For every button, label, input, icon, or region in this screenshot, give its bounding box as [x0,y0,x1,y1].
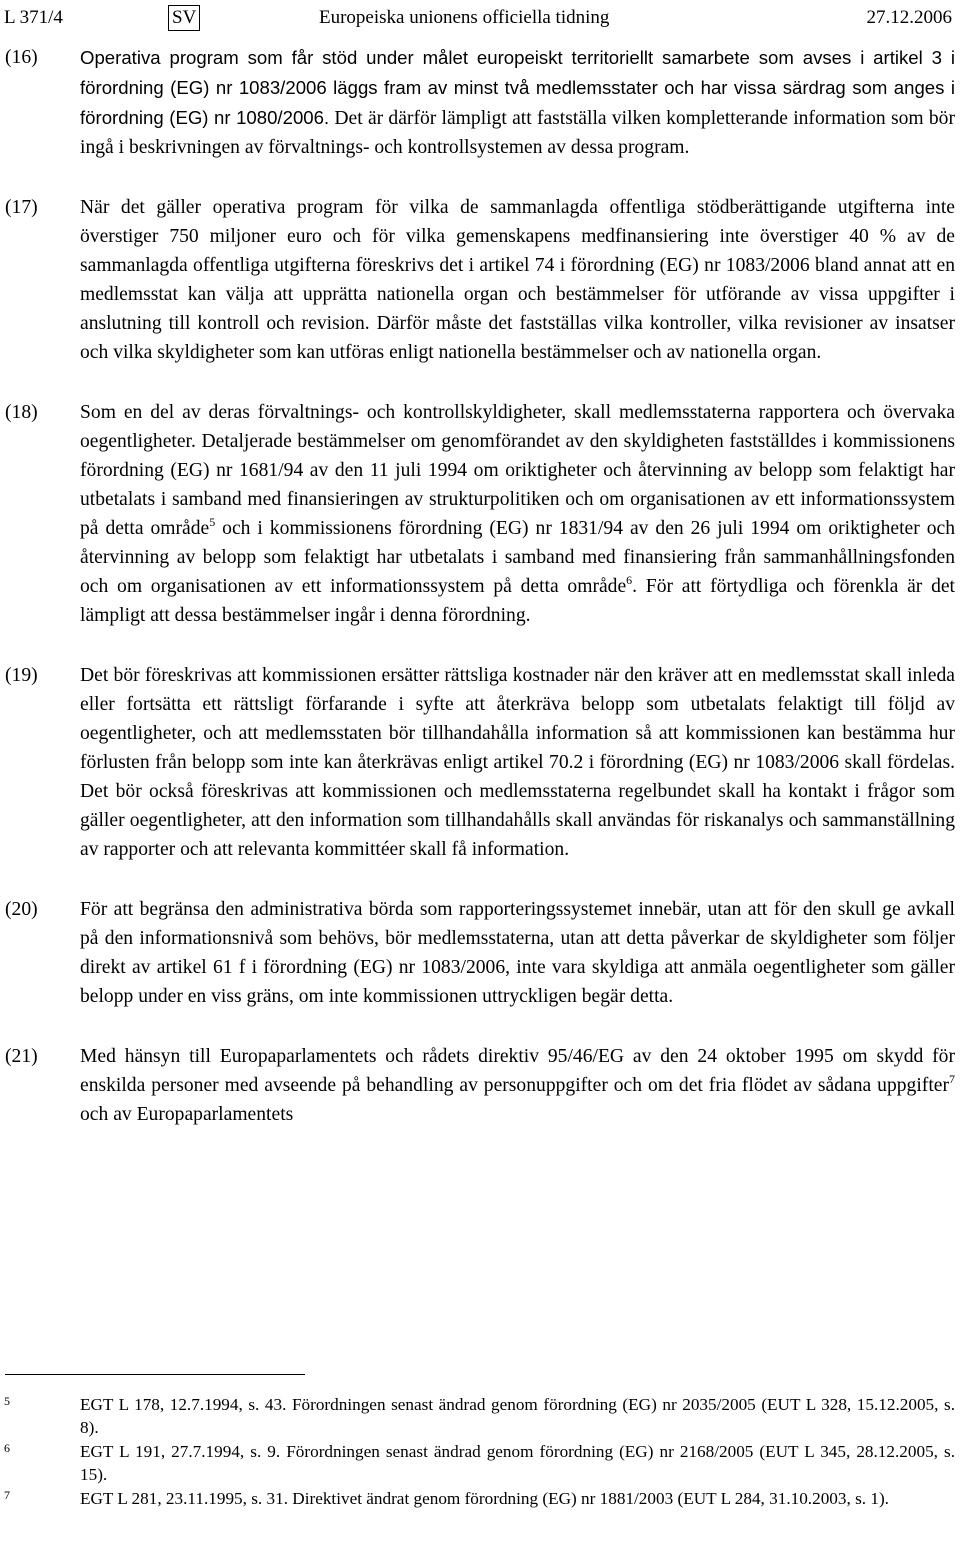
recital-number: (17) [5,197,38,218]
recital-17 [0,193,960,367]
recital-text [80,398,955,630]
footnote-text: EGT L 281, 23.11.1995, s. 31. Direktivet ändrat genom förordning (EG) nr 1881/2003 (EUT L 284, 31.10.2003, s. 1). [80,1489,889,1508]
footnote [0,1394,960,1439]
publication-date: 27.12.2006 [866,7,952,28]
recital-text-part: Därför måste det fastställas vilka kontroller, vilka revisioner av insatser och vilka skyldigheter som kan utföras enligt nationella bestämmelser och av nationella organ. [80,313,955,363]
recital-text [80,43,955,162]
recital-number: (21) [5,1046,38,1067]
page-header [0,4,960,32]
footnote-reference[interactable]: 6 [626,573,633,587]
recital-21 [0,1042,960,1129]
journal-title: Europeiska unionens officiella tidning [319,7,610,28]
recital-number: (19) [5,665,38,686]
recital-text-part: Det är därför lämpligt att fastställa vilken kompletterande information som bör ingå i beskrivningen av förvaltnings- och kontrollsystemen av dessa program. [80,108,955,158]
recital-number: (20) [5,899,38,920]
footnote-text: EGT L 191, 27.7.1994, s. 9. Förordningen senast ändrad genom förordning (EG) nr 2168/2005 (EUT L 345, 28.12.2005, s. 15). [80,1442,955,1484]
recital-text-part: När det gäller operativa program för vilka de sammanlagda offentliga stödberättigande utgifterna inte överstiger 750 miljoner euro och för vilka gemenskapens medfinansiering inte överstiger 40 % av de sammanlagda offentliga utgifterna föreskrivs det i artikel 74 i förordning (EG) nr 1083/2006 bland annat att en medlemsstat kan välja att upprätta nationella organ och bestämmelser för utförande av vissa uppgifter i anslutning till kontroll och revision. [80,197,955,334]
recital-18 [0,398,960,630]
footnote-text: EGT L 178, 12.7.1994, s. 43. Förordningen senast ändrad genom förordning (EG) nr 2035/2005 (EUT L 328, 15.12.2005, s. 8). [80,1395,955,1437]
recital-text-part: Med hänsyn till Europaparlamentets och rådets direktiv 95/46/EG av den 24 oktober 1995 om skydd för enskilda personer med avseende på behandling av personuppgifter och om det fria flödet av sådana uppgifter [80,1046,955,1096]
recital-text: Det bör föreskrivas att kommissionen ersätter rättsliga kostnader när den kräver att en medlemsstat skall inleda eller fortsätta ett rättsligt förfarande i syfte att återkräva belopp som utbetalats felaktigt till följd av oegentligheter, och att medlemsstaten bör tillhandahålla information så att kommissionen kan bestämma hur förlusten från belopp som inte kan återkrävas enligt artikel 70.2 i förordning (EG) nr 1083/2006 skall fördelas. Det bör också föreskrivas att kommissionen och medlemsstaterna regelbundet skall ha kontakt i frågor som gäller oegentligheter, att den information som tillhandahålls skall användas för riskanalys och sammanställning av rapporter och att relevanta kommittéer skall få information. [80,665,955,860]
recital-text [80,193,955,367]
recital-19 [0,661,960,864]
recital-text-part: och i kommissionens förordning (EG) nr 1831/94 av den 26 juli 1994 om oriktigheter och återvinning av belopp som felaktigt har utbetalats i samband med finansiering från sammanhållningsfonden och om organisationen av ett informationssystem på detta område [80,518,955,597]
recital-text [80,1042,955,1129]
recital-text-part: Operativa program som får stöd under målet europeiskt territoriellt samarbete som avses i artikel 3 i förordning (EG) nr 1083/2006 läggs fram av minst två medlemsstater och har vissa särdrag som anges i förordning (EG) nr 1080/2006. [80,47,955,128]
footnote [0,1488,960,1511]
footnote [0,1441,960,1486]
recital-20 [0,895,960,1011]
footnote-reference[interactable]: 5 [209,515,216,529]
recital-16 [0,43,960,162]
recital-text-part: . För att förtydliga och förenkla är det lämpligt att dessa bestämmelser ingår i denna förordning. [80,576,956,626]
recital-text-part: och av Europaparlamentets [80,1104,294,1125]
footnotes [0,1394,960,1513]
page-reference: L 371/4 [4,7,63,28]
footnote-number: 5 [4,1394,10,1408]
footnote-number: 7 [4,1488,10,1502]
footnote-number: 6 [4,1441,10,1455]
recital-text-part: Som en del av deras förvaltnings- och kontrollskyldigheter, skall medlemsstaterna rapportera och övervaka oegentligheter. Detaljerade bestämmelser om genomförandet av den skyldigheten fastställdes i kommissionens förordning (EG) nr 1681/94 av den 11 juli 1994 om oriktigheter och återvinning av belopp som felaktigt har utbetalats i samband med finansieringen av strukturpolitiken och om organisationen av ett informationssystem på detta område [80,402,955,539]
footnote-reference[interactable]: 7 [949,1072,955,1086]
recital-text: För att begränsa den administrativa börda som rapporteringssystemet innebär, utan att för den skull ge avkall på den informationsnivå som behövs, bör medlemsstaterna, utan att detta påverkar de skyldigheter som följer direkt av artikel 61 f i förordning (EG) nr 1083/2006, inte vara skyldiga att anmäla oegentligheter som gäller belopp under en viss gräns, om inte kommissionen uttryckligen begär detta. [80,899,955,1007]
footnote-separator [5,1374,305,1375]
language-code-box: SV [168,5,200,31]
recitals-list [0,43,960,1129]
recital-number: (18) [5,402,38,423]
recital-number: (16) [5,47,38,68]
